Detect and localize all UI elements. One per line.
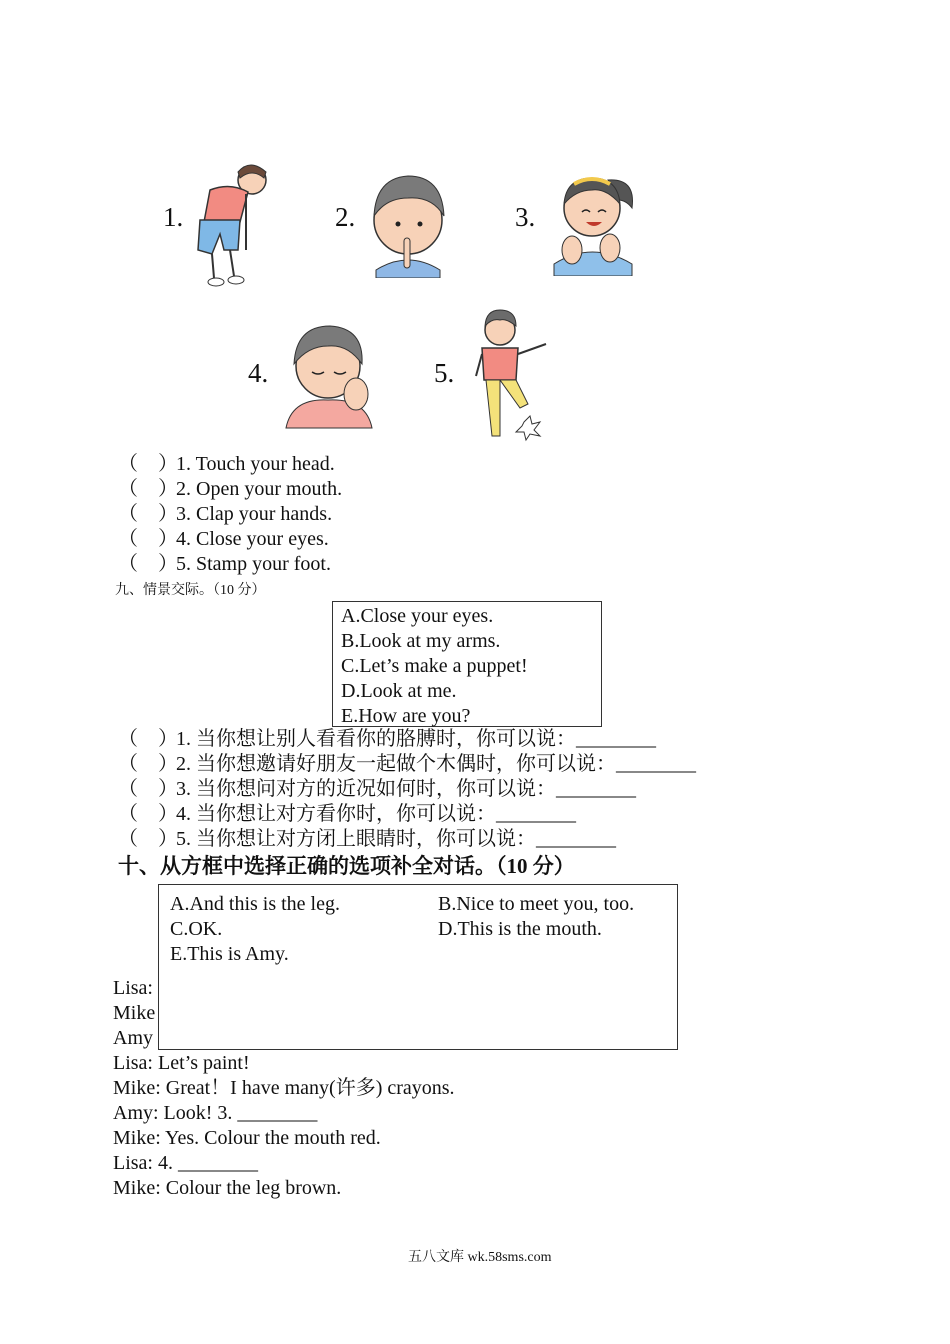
boy-touching-foot-picture bbox=[190, 150, 280, 290]
hidden-line-2: Mike bbox=[113, 1002, 156, 1024]
answer-paren[interactable]: （ ） bbox=[118, 503, 178, 525]
hidden-line-1: Lisa: bbox=[113, 977, 153, 999]
section8-item-1 bbox=[118, 452, 335, 477]
section8-item-4 bbox=[118, 527, 329, 552]
section9-item-3 bbox=[118, 777, 636, 802]
boy-sleeping-picture bbox=[282, 316, 377, 431]
option-c: C.Let’s make a puppet! bbox=[341, 655, 528, 677]
answer-paren[interactable]: （ ） bbox=[118, 728, 178, 750]
section9-item-4 bbox=[118, 802, 576, 827]
item-text: 2. 当你想邀请好朋友一起做个木偶时，你可以说：________ bbox=[176, 753, 696, 775]
answer-paren[interactable]: （ ） bbox=[118, 803, 178, 825]
girl-clapping-picture bbox=[548, 160, 640, 276]
section9-item-2 bbox=[118, 752, 696, 777]
item-text: 3. Clap your hands. bbox=[176, 503, 333, 525]
item-text: 1. Touch your head. bbox=[176, 453, 335, 475]
boy-stamping-foot-picture bbox=[470, 304, 555, 444]
section8-item-3 bbox=[118, 502, 332, 527]
option-c: C.OK. bbox=[170, 918, 223, 940]
section9-options-box bbox=[332, 601, 602, 727]
answer-paren[interactable]: （ ） bbox=[118, 528, 178, 550]
section9-item-5 bbox=[118, 827, 616, 852]
section9-item-1 bbox=[118, 727, 656, 752]
footer-watermark: 五八文库 wk.58sms.com bbox=[408, 1250, 552, 1265]
answer-paren[interactable]: （ ） bbox=[118, 828, 178, 850]
item-text: 3. 当你想问对方的近况如何时，你可以说：________ bbox=[176, 778, 636, 800]
option-a: A.And this is the leg. bbox=[170, 893, 340, 915]
option-d: D.This is the mouth. bbox=[438, 918, 602, 940]
section8-item-2 bbox=[118, 477, 342, 502]
picture-number-4: 4. bbox=[248, 358, 269, 388]
dialogue-line-1: Lisa: Let’s paint! bbox=[113, 1052, 250, 1074]
dialogue-line-5: Lisa: 4. ________ bbox=[113, 1152, 258, 1174]
dialogue-line-4: Mike: Yes. Colour the mouth red. bbox=[113, 1127, 381, 1149]
picture-number-2: 2. bbox=[335, 202, 356, 232]
item-text: 4. Close your eyes. bbox=[176, 528, 329, 550]
picture-number-5: 5. bbox=[434, 358, 455, 388]
answer-paren[interactable]: （ ） bbox=[118, 778, 178, 800]
item-text: 4. 当你想让对方看你时，你可以说：________ bbox=[176, 803, 576, 825]
picture-number-1: 1. bbox=[163, 202, 184, 232]
dialogue-line-3: Amy: Look! 3. ________ bbox=[113, 1102, 318, 1124]
section10-title: 十、从方框中选择正确的选项补全对话。（10 分） bbox=[118, 854, 575, 878]
option-e: E.How are you? bbox=[341, 705, 471, 727]
option-a: A.Close your eyes. bbox=[341, 605, 494, 627]
item-text: 2. Open your mouth. bbox=[176, 478, 343, 500]
section9-title: 九、情景交际。（10 分） bbox=[115, 583, 266, 598]
dialogue-line-2: Mike: Great！I have many(许多) crayons. bbox=[113, 1077, 455, 1099]
answer-paren[interactable]: （ ） bbox=[118, 553, 178, 575]
dialogue-line-6: Mike: Colour the leg brown. bbox=[113, 1177, 342, 1199]
answer-paren[interactable]: （ ） bbox=[118, 453, 178, 475]
hidden-line-3: Amy bbox=[113, 1027, 153, 1049]
item-text: 1. 当你想让别人看看你的胳膊时，你可以说：________ bbox=[176, 728, 656, 750]
option-e: E.This is Amy. bbox=[170, 943, 289, 965]
answer-paren[interactable]: （ ） bbox=[118, 753, 178, 775]
item-text: 5. 当你想让对方闭上眼睛时，你可以说：________ bbox=[176, 828, 616, 850]
item-text: 5. Stamp your foot. bbox=[176, 553, 331, 575]
boy-finger-on-mouth-picture bbox=[368, 158, 448, 278]
option-b: B.Nice to meet you, too. bbox=[438, 893, 635, 915]
picture-number-3: 3. bbox=[515, 202, 536, 232]
section8-item-5 bbox=[118, 552, 331, 577]
option-b: B.Look at my arms. bbox=[341, 630, 501, 652]
option-d: D.Look at me. bbox=[341, 680, 457, 702]
section10-options-box bbox=[158, 884, 678, 1050]
answer-paren[interactable]: （ ） bbox=[118, 478, 178, 500]
